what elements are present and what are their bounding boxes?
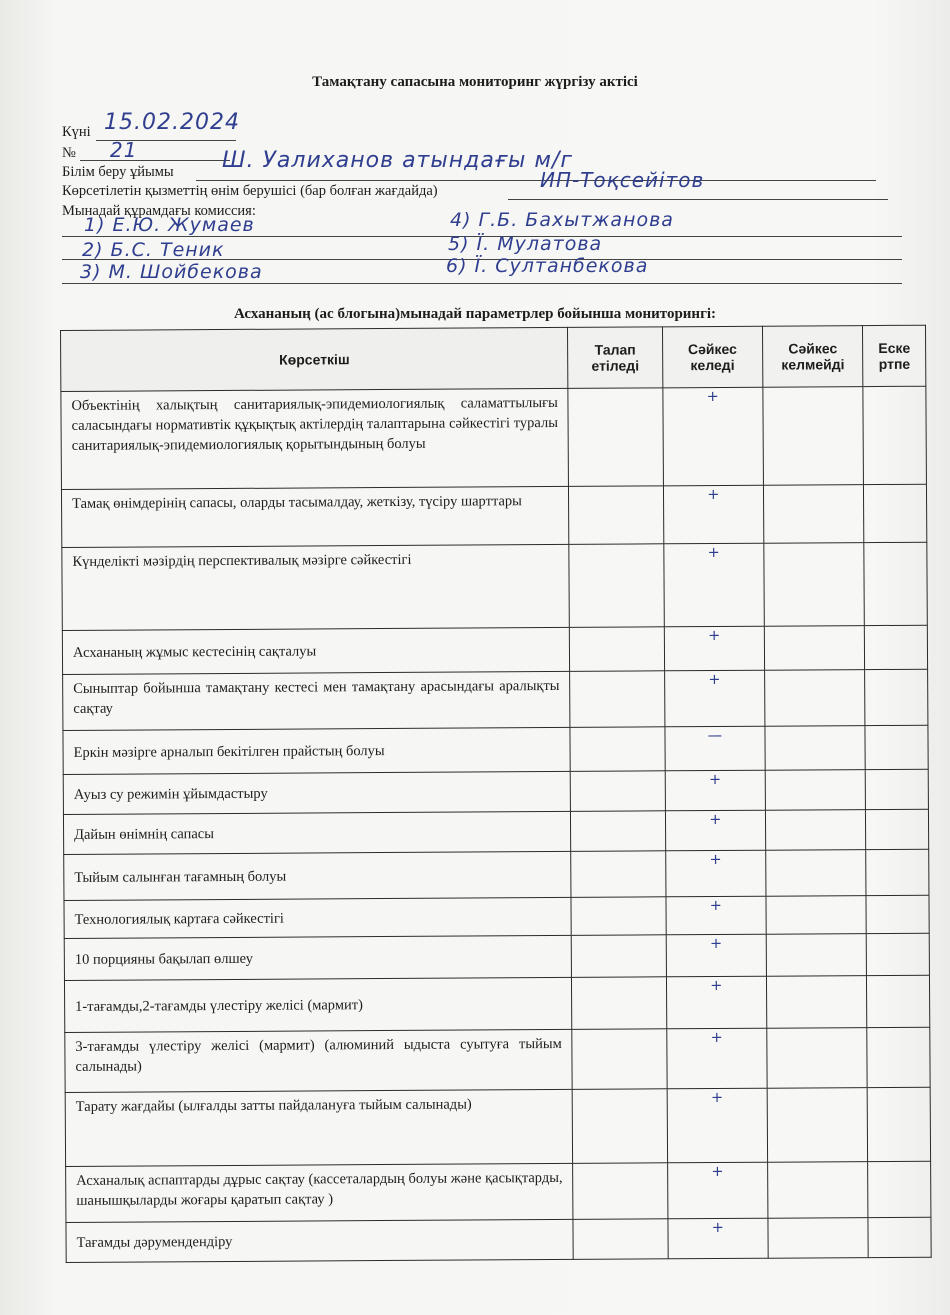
row-indicator: Тамақ өнімдерінің сапасы, оларды тасымалдау, жеткізу, түсіру шарттары [61,486,569,547]
row-not-matches [764,543,865,627]
row-indicator: Технологиялық картаға сәйкестігі [64,897,572,938]
row-note [868,1217,931,1257]
commission-member-4: 4) Г.Б. Бахытжанова [450,209,674,231]
table-row [61,386,927,489]
row-not-matches [766,934,867,977]
commission-label: Мынадай құрамдағы комиссия: [62,203,256,219]
row-not-matches [763,485,864,544]
row-required [569,486,664,545]
row-not-matches [764,626,865,671]
row-note [865,625,928,669]
table-row [63,809,928,854]
row-required [571,851,666,898]
row-note [868,1087,931,1161]
table-row [64,933,929,980]
row-not-matches [763,387,864,486]
commission-member-1: 1) Е.Ю. Жумаев [84,214,255,236]
monitoring-table [60,325,932,1263]
header-required: Талап етіледі [568,327,663,389]
table-header-row [61,325,926,391]
table-row [62,542,927,630]
row-indicator: Тыйым салынған тағамның болуы [64,851,572,900]
row-required [572,935,667,978]
row-not-matches [766,976,867,1029]
row-note [866,769,929,809]
row-not-matches [765,810,866,851]
row-matches: + [666,896,766,935]
row-indicator: 10 порцияны бақылап өлшеу [64,935,572,980]
row-indicator: Тағамды дәрумендендіру [66,1219,574,1262]
row-matches: + [663,485,764,544]
row-required [573,1163,668,1220]
row-not-matches [767,1028,868,1089]
table-row [66,1161,931,1222]
row-not-matches [768,1218,869,1259]
row-matches: + [664,626,765,671]
row-note [866,895,929,933]
provider-rule [508,199,888,200]
row-indicator: Күнделікті мәзірдің перспективалық мәзірге сәйкестігі [62,544,570,630]
organization-rule [196,180,876,181]
row-not-matches [765,770,866,811]
table-row [62,625,927,674]
table-row [65,1087,930,1166]
row-note [864,484,927,542]
row-required [573,1089,668,1164]
row-required [572,1029,667,1090]
row-matches: + [665,770,765,811]
provider-label: Көрсетілетін қызметтің өнім берушісі (бар болған жағдайда) [62,183,438,199]
number-label: № [62,145,76,161]
provider-value: ИП-Тоқсейітов [540,168,705,192]
commission-member-2: 2) Б.С. Теник [82,239,225,261]
row-matches: + [666,1028,767,1089]
row-indicator: 1-тағамды,2-тағамды үлестіру желісі (мармит) [64,977,572,1032]
row-indicator: Тарату жағдайы (ылғалды затты пайдалануға тыйым салынады) [65,1089,573,1166]
row-indicator: Еркін мәзірге арналып бекітілген прайстың болуы [63,727,571,774]
row-note [866,809,929,849]
row-matches: — [665,726,766,771]
row-indicator: Асханалық аспаптарды дұрыс сақтау (кассеталардың болуы және қасықтарды, шанышқыларды жоғары қаратып сақтау ) [66,1163,574,1222]
row-matches: + [663,387,764,486]
table-subtitle: Асхананың (ас блогына)мынадай параметрлер бойынша мониторингі: [233,306,717,322]
row-not-matches [768,1162,869,1219]
row-required [573,1219,668,1260]
row-note [868,1161,931,1217]
row-matches: + [665,810,765,851]
row-required [572,977,667,1030]
row-indicator: Дайын өнімнің сапасы [63,811,571,854]
table-row [63,725,928,774]
document-title: Тамақтану сапасына мониторинг жүргізу актісі [312,74,638,90]
row-note [864,542,927,625]
table-row [65,1027,930,1092]
organization-label: Білім беру ұйымы [62,164,174,180]
row-indicator: Объектінің халықтың санитариялық-эпидемиологиялық саламаттылығы саласындағы нормативтік құқықтық актілердің талаптарына сәйкестігі туралы санитариялық-эпидемиологиялық қорытындының болуы [61,388,569,489]
row-matches: + [664,670,765,727]
table-row [66,1217,931,1262]
row-required [571,811,666,852]
row-indicator: Асхананың жұмыс кестесінің сақталуы [62,627,570,674]
header-note: Ескe ртпе [863,325,926,386]
number-rule [80,160,230,161]
table-row [63,769,928,814]
row-note [866,849,929,895]
row-required [571,771,666,812]
header-matches: Сәйкес келеді [662,326,763,388]
row-note [863,386,926,484]
table-row [61,484,926,547]
row-note [867,933,930,975]
row-required [571,897,666,936]
row-not-matches [765,726,866,771]
row-indicator: Сыныптар бойынша тамақтану кестесі мен тамақтану арасындағы аралықты сақтау [63,671,571,730]
organization-value: Ш. Уалиханов атындағы м/г [222,148,573,173]
commission-member-5: 5) Ї. Мулатова [448,233,603,255]
row-matches: + [667,1088,768,1163]
row-note [865,669,928,725]
row-required [570,727,665,772]
row-note [867,975,930,1027]
row-indicator: Ауыз су режимін ұйымдастыру [63,771,571,814]
header-not-matches: Сәйкес келмейді [762,326,863,388]
header-indicator: Көрсеткіш [61,327,569,391]
row-required [569,544,664,628]
row-not-matches [766,850,867,897]
date-label: Күні [62,124,91,140]
table-row [64,895,929,938]
row-matches: + [667,1162,768,1219]
row-not-matches [766,896,867,935]
row-required [570,627,665,672]
row-required [570,671,665,728]
number-value: 21 [110,138,138,162]
table-row [64,849,929,900]
row-matches: + [666,976,767,1029]
row-matches: + [666,934,767,977]
row-not-matches [765,670,866,727]
row-matches: + [664,543,765,627]
row-matches: + [668,1218,768,1259]
row-required [568,388,663,487]
commission-member-6: 6) Ї. Султанбекова [446,255,649,277]
table-row [63,669,928,730]
row-note [865,725,928,769]
row-not-matches [767,1088,868,1163]
row-indicator: 3-тағамды үлестіру желісі (мармит) (алюминий ыдыста суытуға тыйым салынады) [65,1029,573,1092]
commission-member-3: 3) М. Шойбекова [80,261,263,283]
commission-rule-3 [62,283,902,284]
row-matches: + [665,850,766,897]
row-note [867,1027,930,1087]
date-value: 15.02.2024 [104,110,240,135]
table-row [64,975,929,1032]
